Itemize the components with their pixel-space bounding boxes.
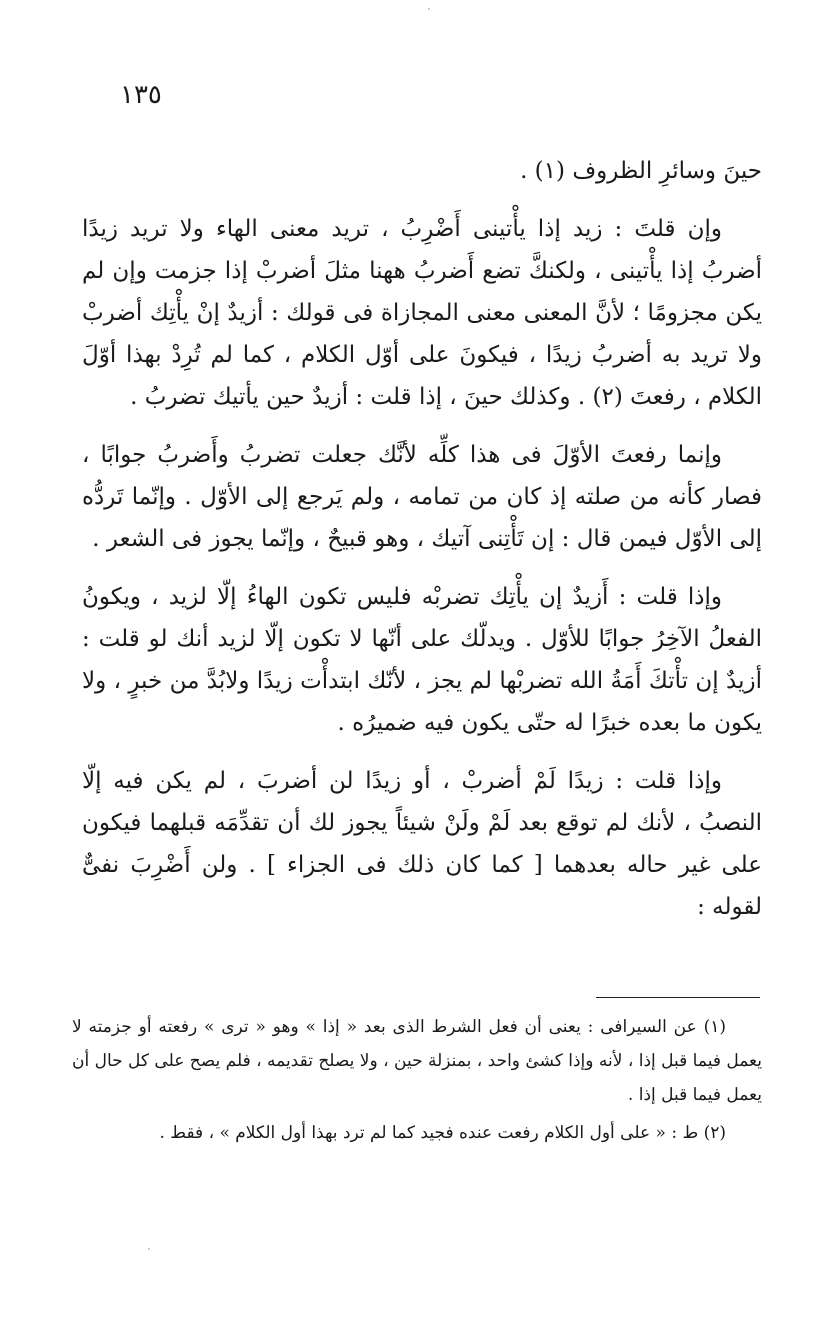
scan-speck — [148, 1248, 150, 1250]
paragraph: وإذا قلت : زيدًا لَمْ أضربْ ، أو زيدًا لن أضربَ ، لم يكن فيه إلّا النصبُ ، لأنك لم توقع بعد لَمْ ولَنْ شيئاً يجوز لك أن تقدِّمَه قبلهما فيكون على غير حاله بعدهما [ كما كان ذلك فى الجزاء ] . ولن أَضْرِبَ نفىٌّ لقوله : — [82, 768, 762, 920]
paragraph: حينَ وسائرِ الظروف (١) . — [520, 158, 762, 184]
footnotes — [72, 1010, 762, 1154]
footnote: (١) عن السيرافى : يعنى أن فعل الشرط الذى بعد « إذا » وهو « ترى » رفعته أو جزمته لا يعمل فيما قبل إذا ، لأنه وإذا كشئ واحد ، بمنزلة حين ، ولا يصلح تقديمه ، فلم يصح على كل حال أن يعمل فيما قبل إذا . — [72, 1017, 762, 1105]
footnote: (٢) ط : « على أول الكلام رفعت عنده فجيد كما لم ترد بهذا أول الكلام » ، فقط . — [159, 1123, 726, 1143]
main-text — [82, 150, 762, 944]
page-number: ١٣٥ — [120, 80, 162, 110]
scan-speck — [428, 8, 430, 10]
paragraph: وإنما رفعتَ الأوّلَ فى هذا كلِّه لأنَّك جعلت تضربُ وأَضربُ جوابًا ، فصار كأنه من صلته إذ كان من تمامه ، ولم يَرجع إلى الأوّل . وإنّما تَردُّه إلى الأوّل فيمن قال : إن تَأْتِنى آتيك ، وهو قبيحٌ ، وإنّما يجوز فى الشعر . — [82, 442, 762, 552]
paragraph: وإن قلتَ : زيد إذا يأْتينى أَضْرِبُ ، تريد معنى الهاء ولا تريد زيدًا أضربُ إذا يأْتينى ، ولكنكَّ تضع أَضربُ ههنا مثلَ أضربْ إذا جزمت وإن لم يكن مجزومًا ؛ لأنَّ المعنى معنى المجازاة فى قولك : أزيدٌ إنْ يأْتِك أضربْ ولا تريد به أضربُ زيدًا ، فيكونَ على أوّل الكلام ، كما لم تُرِدْ بهذا أوّلَ الكلام ، رفعتَ (٢) . وكذلك حينَ ، إذا قلت : أزيدٌ حين يأتيك تضربُ . — [82, 216, 762, 410]
paragraph: وإذا قلت : أَزيدٌ إن يأْتِك تضربْه فليس تكون الهاءُ إلّا لزيد ، ويكونُ الفعلُ الآخِرُ جوابًا للأوّل . ويدلّك على أنّها لا تكون إلّا لزيد أنك لو قلت : أزيدٌ إن تأْتكَ أَمَةُ الله تضربْها لم يجز ، لأنّك ابتدأْت زيدًا ولابُدَّ من خبرٍ ، ولا يكون ما بعده خبرًا له حتّى يكون فيه ضميرُه . — [82, 584, 762, 736]
footnote-separator — [596, 997, 760, 998]
